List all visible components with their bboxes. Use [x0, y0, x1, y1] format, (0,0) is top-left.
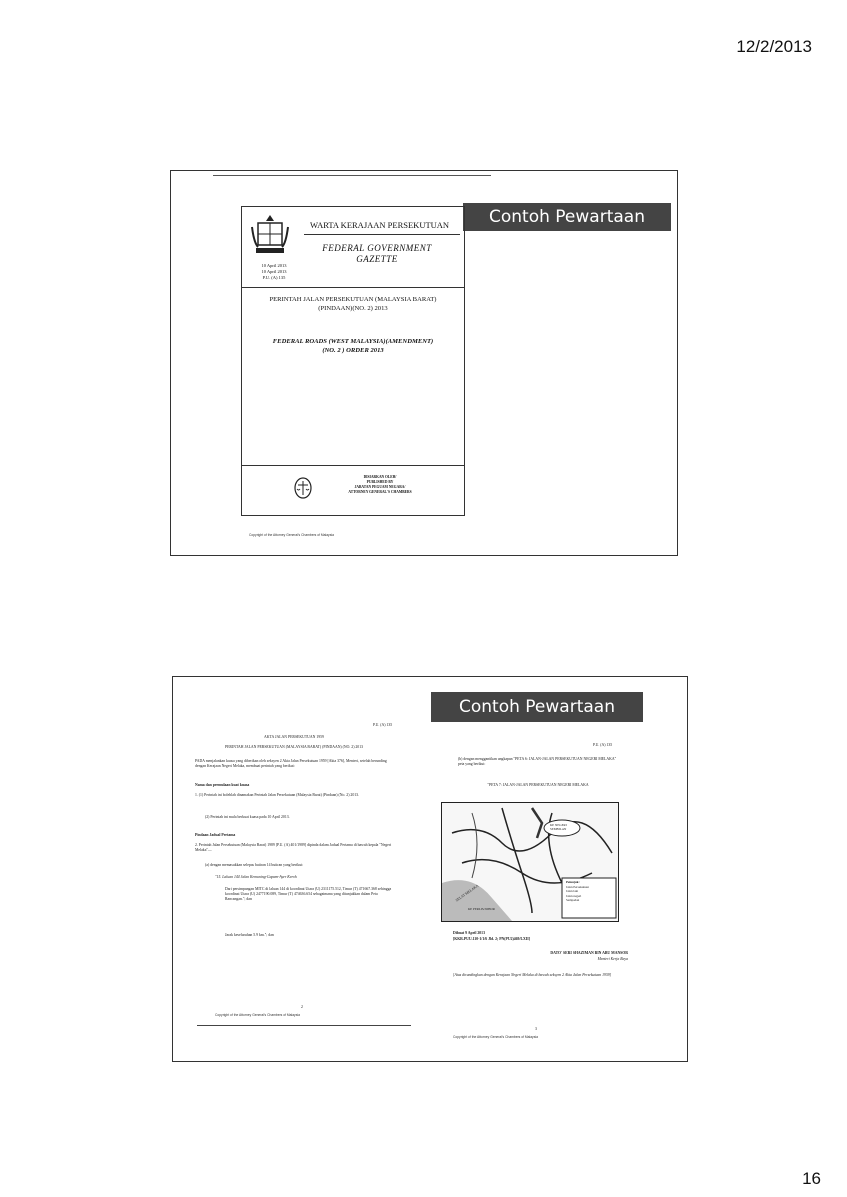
- order-title-en-line2: (NO. 2 ) ORDER 2013: [322, 347, 384, 354]
- publisher-line2: PUBLISHED BY: [366, 480, 394, 484]
- right-page-number: 3: [535, 1027, 537, 1031]
- gazette-title-english: [302, 243, 452, 265]
- slide-banner: Contoh Pewartaan: [431, 692, 643, 722]
- gazette-date-1: 10 April 2013: [261, 263, 287, 268]
- left-para-2: (2) Perintah ini mula berkuat kuasa pada 10 April 2013.: [205, 815, 290, 819]
- page-number: 16: [802, 1169, 821, 1188]
- left-para-7: Jarak keseluruhan 5.9 km."; dan: [225, 933, 274, 937]
- right-signatory-title: Menteri Kerja Raya: [597, 957, 628, 961]
- scales-emblem-icon: [294, 477, 312, 499]
- legend-title: Petunjuk:: [566, 880, 580, 884]
- left-act-title: AKTA JALAN PERSEKUTUAN 1959: [264, 735, 324, 739]
- gazette-title-malay: WARTA KERAJAAN PERSEKUTUAN: [310, 220, 450, 230]
- coat-of-arms-icon: [250, 213, 290, 257]
- right-date: Dibuat 9 April 2013: [453, 931, 485, 935]
- map-drawing: [442, 803, 618, 921]
- publisher-line1: DISIARKAN OLEH/: [363, 475, 397, 479]
- gazette-title-en-line2: GAZETTE: [356, 254, 398, 264]
- left-order-title: PERINTAH JALAN PERSEKUTUAN (MALAYSIA BARAT) (PINDAAN) (NO. 2) 2013: [224, 745, 364, 749]
- right-copyright-note: Copyright of the Attorney General's Chambers of Malaysia: [453, 1035, 538, 1039]
- right-map-title: "PETA 7: JALAN-JALAN PERSEKUTUAN NEGERI MELAKA: [487, 783, 589, 787]
- gazette-date-2: 10 April 2013: [261, 269, 287, 274]
- slide-banner: Contoh Pewartaan: [463, 203, 671, 231]
- legend-item: Jalan lain: [566, 889, 579, 893]
- right-para-1: (b) dengan menggantikan ungkapan "PETA 6: JALAN-JALAN PERSEKUTUAN NEGERI MELAKA" peta yang berikut:: [458, 757, 617, 767]
- order-title-en-line1: FEDERAL ROADS (WEST MALAYSIA)(AMENDMENT): [272, 338, 434, 345]
- order-title-my-line2: (PINDAAN)(NO. 2) 2013: [318, 305, 388, 312]
- left-para-1: 1. (1) Perintah ini bolehlah dinamakan Perintah Jalan Persekutuan (Malaysia Barat) (Pindaan) (No. 2) 2013.: [195, 793, 359, 797]
- gazette-title-en-line1: FEDERAL GOVERNMENT: [322, 243, 432, 253]
- gazette-ref: P.U. (A) 135: [262, 275, 286, 280]
- divider-line: [304, 234, 460, 235]
- divider-line: [213, 175, 491, 176]
- copyright-note: Copyright of the Attorney General's Chambers of Malaysia: [249, 533, 334, 537]
- left-heading-1: Nama dan permulaan kuat kuasa: [195, 783, 250, 787]
- left-preamble: PADA menjalankan kuasa yang diberikan oleh seksyen 2 Akta Jalan Persekutuan 1959 [Akta 376], Menteri, setelah berunding dengan Kerajaan Negeri Melaka, membuat perintah yang berikut:: [195, 759, 387, 769]
- gazette-dates: [248, 263, 300, 281]
- order-title-my-line1: PERINTAH JALAN PERSEKUTUAN (MALAYSIA BARAT): [269, 296, 437, 303]
- map-label-negeri-sembilan: KE NEGERI SEMBILAN: [550, 823, 567, 831]
- right-page-ref: P.U. (A) 135: [593, 743, 613, 747]
- left-page-ref: P.U. (A) 135: [373, 723, 393, 727]
- left-para-3: 2. Perintah Jalan Persekutuan (Malaysia Barat) 1989 [P.U. (A) 401/1989] dipinda dalam Jadual Pertama di bawah kepala "Negeri Melaka"—: [195, 843, 392, 853]
- map-label-johor: KE PERLIS/JOHOR: [468, 907, 495, 911]
- left-heading-2: Pindaan Jadual Pertama: [195, 833, 236, 837]
- order-title-english: [248, 337, 458, 355]
- publisher-line4: ATTORNEY GENERAL'S CHAMBERS: [348, 490, 412, 494]
- legend-item: Jalan Persekutuan: [566, 884, 589, 889]
- divider-line: [242, 465, 464, 466]
- publisher-line3: JABATAN PEGUAM NEGARA/: [354, 485, 406, 489]
- document-date: 12/2/2013: [736, 37, 812, 56]
- slide-2: [172, 676, 688, 1062]
- slide-1: [170, 170, 678, 556]
- map-label-selat-melaka: SELAT MELAKA: [454, 883, 480, 903]
- legend-item: Sempadan: [566, 898, 580, 902]
- left-page-number: 2: [301, 1005, 303, 1009]
- right-signatory: DATO' SERI SHAZIMAN BIN ABU MANSOR: [550, 951, 628, 955]
- gazette-cover: [241, 206, 465, 516]
- left-para-4: (a) dengan memasukkan selepas butiran 14 butiran yang berikut:: [205, 863, 304, 867]
- map-legend: [566, 880, 589, 903]
- left-copyright-note: Copyright of the Attorney General's Chambers of Malaysia: [215, 1013, 300, 1017]
- publisher-info: [320, 475, 440, 495]
- right-note: [Atas dirundingkan dengan Kerajaan Negeri Melaka di bawah seksyen 2 Akta Jalan Persekutuan 1959]: [453, 973, 612, 977]
- left-para-5: "15. Laluan 144 Jalan Kemuning-Gapam-Ayer Keroh: [215, 875, 297, 879]
- divider-line: [242, 287, 464, 288]
- left-para-6: Dari persimpangan MITC di laluan 144 di koordinat Utara (U) 2311175.512, Timur (T) 471667.368 sehingga koordinat Utara (U) 2477190.089, Timur (T) 474636.654 sebagaimana yang ditunjukkan dalam Peta Rancangan."; dan: [225, 887, 392, 902]
- road-map: [441, 802, 619, 922]
- right-file-ref: [KKR.PUU.110-1/1/6 Jld. 2; PN(PU2)469/LXII]: [453, 937, 530, 941]
- order-title-malay: [248, 295, 458, 313]
- legend-item: Jalan negeri: [566, 893, 582, 898]
- divider-line: [197, 1025, 411, 1026]
